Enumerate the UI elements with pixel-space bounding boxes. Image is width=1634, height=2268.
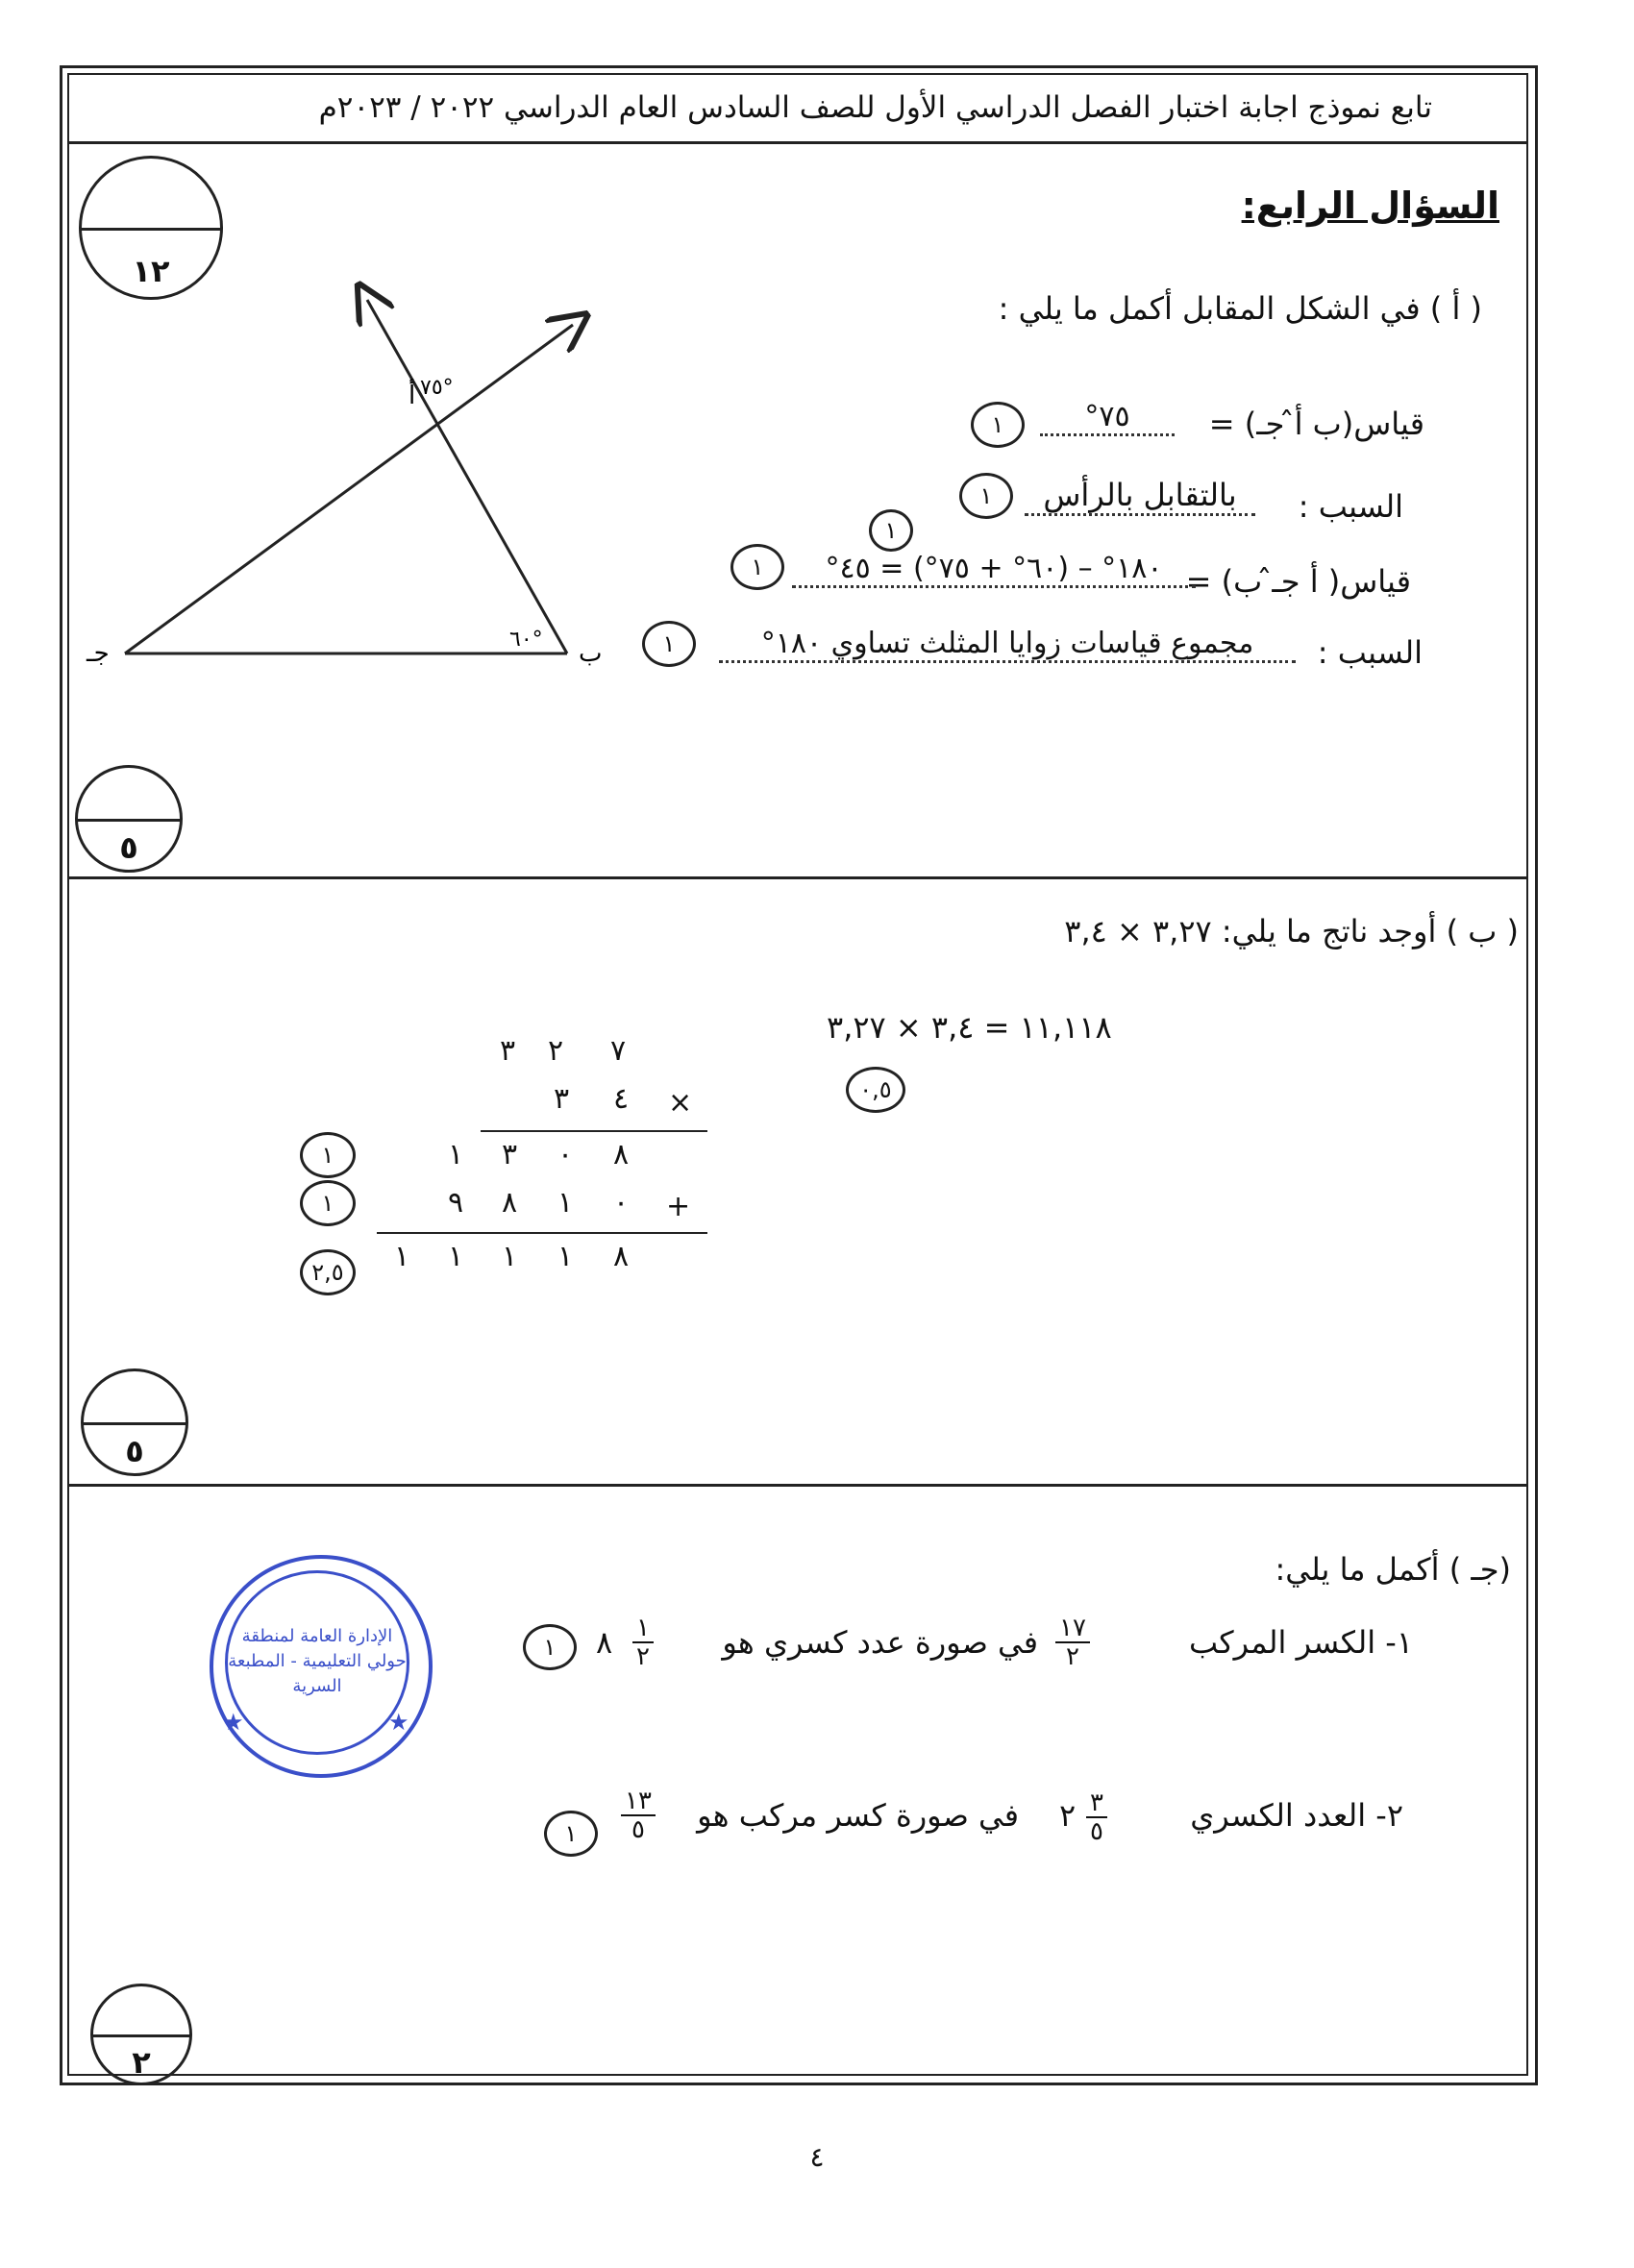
line1-label: قياس(ب أ̂ جـ) = bbox=[1208, 406, 1424, 442]
mul-row3-mark: ١ bbox=[300, 1132, 356, 1178]
item2-mark: ١ bbox=[544, 1811, 598, 1857]
mul-row5-d5: ١ bbox=[394, 1240, 410, 1273]
part-b-result: ١١,١١٨ = ٣,٤ × ٣,٢٧ bbox=[827, 1009, 1112, 1046]
vertex-label-a: أ bbox=[408, 382, 416, 410]
section-divider-bc bbox=[67, 1484, 1528, 1487]
mul-row2-d2: ٣ bbox=[554, 1082, 570, 1116]
ray-ba bbox=[367, 300, 567, 653]
section-divider-ab bbox=[67, 876, 1528, 879]
mul-row5-d2: ١ bbox=[557, 1240, 574, 1273]
part-c-score: ٢ bbox=[132, 2044, 151, 2081]
mul-row5-d3: ١ bbox=[502, 1240, 518, 1273]
page-number: ٤ bbox=[809, 2141, 825, 2173]
item1-frac-num: ١٧ bbox=[1055, 1615, 1090, 1643]
item2-mid: في صورة كسر مركب هو bbox=[697, 1797, 1019, 1834]
vertex-label-c: جـ bbox=[87, 639, 110, 668]
mul-row1-d1: ٣ bbox=[500, 1034, 516, 1068]
reason2-label: السبب : bbox=[1317, 634, 1423, 671]
question-title: السؤال الرابع: bbox=[1241, 185, 1499, 227]
mul-row5-d1: ٨ bbox=[613, 1240, 630, 1273]
vertex-label-b: ب bbox=[579, 639, 603, 668]
item1-mid: في صورة عدد كسري هو bbox=[722, 1624, 1038, 1661]
stamp-star-left-icon: ★ bbox=[223, 1709, 244, 1736]
line1-mark: ١ bbox=[971, 402, 1025, 448]
mul-row3-d1: ٨ bbox=[613, 1138, 630, 1171]
item2-answer-fraction bbox=[621, 1787, 656, 1843]
angle-label-a: ٧٥° bbox=[420, 376, 454, 400]
mul-row4-d1: ٠ bbox=[613, 1186, 630, 1220]
mul-row3-d4: ١ bbox=[448, 1138, 464, 1171]
item2-whole: ٢ bbox=[1059, 1797, 1077, 1834]
mul-line-2 bbox=[377, 1232, 707, 1234]
item1-answer-fraction bbox=[632, 1615, 654, 1670]
mul-row4-d3: ٨ bbox=[502, 1186, 518, 1220]
part-a-score: ٥ bbox=[119, 829, 138, 866]
item2-text: ٢- العدد الكسري bbox=[1190, 1797, 1403, 1834]
line2-label: قياس( أ جـ̂ ب) = bbox=[1185, 563, 1411, 600]
mul-row4-op: + bbox=[666, 1190, 691, 1223]
mul-row4-d4: ٩ bbox=[448, 1186, 464, 1220]
line1-answer: ٧٥° bbox=[1040, 400, 1175, 436]
item2-ans-num: ١٣ bbox=[621, 1787, 656, 1816]
part-b-score: ٥ bbox=[125, 1433, 144, 1469]
header-title: تابع نموذج اجابة اختبار الفصل الدراسي الأول للصف السادس العام الدراسي ٢٠٢٢ / ٢٠٢٣م bbox=[318, 90, 1432, 125]
part-c-score-circle bbox=[90, 1984, 192, 2085]
mul-row2-d1: ٤ bbox=[613, 1082, 630, 1116]
triangle-figure bbox=[77, 279, 615, 682]
reason2-answer: مجموع قياسات زوايا المثلث تساوي ١٨٠° bbox=[719, 627, 1296, 663]
header-divider bbox=[67, 141, 1528, 144]
mul-line-1 bbox=[481, 1130, 707, 1132]
item1-whole: ٨ bbox=[596, 1624, 613, 1661]
item2-frac-den: ٥ bbox=[1090, 1817, 1103, 1846]
item1-ans-num: ١ bbox=[632, 1615, 654, 1643]
ray-ca bbox=[125, 325, 573, 653]
item2-frac-num: ٣ bbox=[1086, 1789, 1107, 1818]
stamp-star-right-icon: ★ bbox=[388, 1709, 409, 1736]
mul-row4-mark: ١ bbox=[300, 1180, 356, 1226]
part-b-result-mark: ٠,٥ bbox=[846, 1067, 905, 1113]
item2-fraction bbox=[1086, 1789, 1107, 1845]
reason1-mark: ١ bbox=[959, 473, 1013, 519]
part-b-score-circle bbox=[81, 1368, 188, 1476]
part-c-prompt: (جـ ) أكمل ما يلي: bbox=[1275, 1551, 1511, 1588]
item2-ans-den: ٥ bbox=[631, 1815, 645, 1844]
item1-fraction bbox=[1055, 1615, 1090, 1670]
item1-frac-den: ٢ bbox=[1065, 1642, 1079, 1671]
mul-row3-d3: ٣ bbox=[502, 1138, 518, 1171]
stamp-text: الإدارة العامة لمنطقة حولي التعليمية - المطبعة السرية bbox=[228, 1626, 407, 1696]
line2-mark: ١ bbox=[730, 544, 784, 590]
mul-row5-mark: ٢,٥ bbox=[300, 1249, 356, 1295]
mul-row1-d2: ٢ bbox=[548, 1034, 564, 1068]
item1-mark: ١ bbox=[523, 1624, 577, 1670]
part-a-prompt: ( أ ) في الشكل المقابل أكمل ما يلي : bbox=[998, 290, 1482, 327]
mul-row5-d4: ١ bbox=[448, 1240, 464, 1273]
mul-row4-d2: ١ bbox=[557, 1186, 574, 1220]
mul-row1-d3: ٧ bbox=[610, 1034, 627, 1068]
total-score: ١٢ bbox=[132, 253, 170, 289]
angle-label-b: ٦٠° bbox=[509, 628, 543, 652]
mul-row3-d2: ٠ bbox=[557, 1138, 574, 1171]
part-a-score-circle bbox=[75, 765, 183, 873]
line2-answer: ١٨٠° – (٦٠° + ٧٥°) = ٤٥° bbox=[792, 552, 1196, 588]
item1-ans-den: ٢ bbox=[636, 1642, 650, 1671]
reason1-answer: بالتقابل بالرأس bbox=[1025, 477, 1255, 516]
item1-text: ١- الكسر المركب bbox=[1188, 1624, 1413, 1661]
line2-sub-mark: ١ bbox=[869, 509, 913, 552]
part-b-prompt: ( ب ) أوجد ناتج ما يلي: ٣,٢٧ × ٣,٤ bbox=[1064, 913, 1519, 949]
mul-row2-op: × bbox=[668, 1086, 693, 1120]
reason1-label: السبب : bbox=[1298, 488, 1403, 525]
reason2-mark: ١ bbox=[642, 621, 696, 667]
